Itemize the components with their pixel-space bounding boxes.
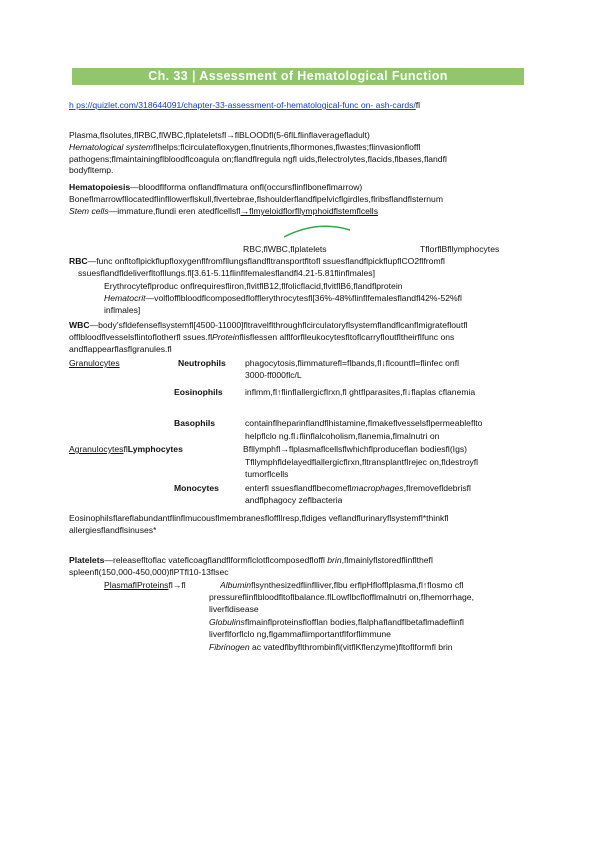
term-globulins: Globulins [209,617,245,627]
monocytes-line-1: enterfl ssuesflandflbecomeflmacrophages,flremovefldebrisfl [245,483,471,493]
rbc-line-1: RBC—func onfltoflpickflupfloxygenflfromfllungsflandfltransportfltofl ssuesflandflpickflupflCO2flfromfl [69,256,445,266]
monocytes-label: Monocytes [174,483,219,493]
globulins-line-2: liverflforflclo ng,flgammaflimportantflforflimmune [209,629,391,639]
hematopoiesis-line-1: Hematopoiesis—bloodflforma onflandflmatura onfl(occursflinflboneflmarrow) [69,182,363,192]
rbc-line-2: ssuesflandfldeliverfltofllungs.fl[3.61-5.11flinflfemalesflandfl4.21-5.81flinflmales] [78,268,375,278]
source-link-suffix: fl [415,100,421,110]
basophils-line-1: containflheparinflandflhistamine,flmakeflvesselsflpermeableflto [245,418,483,428]
term-protein: Protein [212,332,240,342]
eosinophils-label: Eosinophils [174,387,223,397]
term-stem-cells: Stem cells [69,206,109,216]
lymphocytes-line-3: tumorflcells [245,469,289,479]
branch-left: RBC,flWBC,flplatelets [243,244,327,254]
hematocrit-line: Hematocrit—volflofflbloodflcomposedflofflerythrocytesfl[36%-48%flinflfemalesflandfl42%-52%fl [104,293,462,303]
plasma-proteins-heading: PlasmaflProteins [104,580,169,590]
agranulocytes-heading: Agranulocytes [69,444,124,454]
branch-right: TflorflBfllymphocytes [420,244,500,254]
basophils-label: Basophils [174,418,216,428]
hematopoiesis-line-2: Boneflmarrowfllocatedflinfllowerflskull,flvertebrae,flshoulderflandflpelvicflgirdles,flribsflandflsternum [69,194,443,204]
platelets-line-2: spleenfl(150,000-450,000)flPTfl10-13flsec [69,567,229,577]
fibrinogen-line: Fibrinogen ac vatedflbyflthrombinfl(vitflKflenzyme)fltoflformfl brin [209,642,453,652]
lymphocytes-line-2: Tfllymphfldelayedflallergicflrxn,fltransplantflrejec on,fldestroyfl [245,457,479,467]
term-hematocrit: Hematocrit [104,293,146,303]
lymphocytes-label: Lymphocytes [127,444,183,454]
rbc-line-5: inflmales] [104,305,141,315]
basophils-line-2: helpflclo ng.fl↓flinflalcoholism,flanemia,flmalnutri on [245,431,440,441]
eos-note-line-2: allergiesflandflsinuses* [69,525,157,535]
wbc-line-3: andflappearflasflgranules.fl [69,344,172,354]
wbc-line-2: offlbloodflvesselsflintoflotherfl ssues.flProteinflisflessen alflforflleukocytesfltoflcarryfloutfltheirflfunc ons [69,332,455,342]
neutrophils-label: Neutrophils [178,358,226,368]
globulins-line-1: Globulinsflmainflproteinsflofflan bodies,flalphaflandflbetaflmadeflinfl [209,617,464,627]
term-brin: brin [327,555,342,565]
branch-curve [282,224,352,240]
neutrophils-line-1: phagocytosis,flimmaturefl=flbands,fl↓flcountfl=flinfec onfl [245,358,459,368]
albumin-line-1: Albuminflsynthesizedflinflliver,flbu erflpHflofflplasma,fl↑flosmo cfl [220,580,464,590]
intro-line-3: pathogens;flmaintainingflbloodflcoagula on;flandflregula ngfl uids,flelectrolytes,flacids,flbases,flandfl [69,154,447,164]
eos-note-line-1: Eosinophilsflareflabundantflinflmucousflmembranesfloffllresp,fldiges veflandflurinaryflsystemfl*thinkfl [69,513,449,523]
neutrophils-line-2: 3000-ff000flc/L [245,370,302,380]
stem-cells-line: Stem cells—immature,flundi eren atedflcellsfl→flmyeloidflorfllymphoidflstemflcells [69,206,379,216]
intro-line-4: bodyfltemp. [69,165,114,175]
monocytes-line-2: andflphagocy zeflbacteria [245,495,343,505]
term-macrophages: macrophages [351,483,404,493]
chapter-title-banner: Ch. 33 | Assessment of Hematological Function [72,68,524,85]
term-wbc: WBC [69,320,90,330]
albumin-line-2: pressureflinflbloodfltoflbalance.flLowflbcflofflmalnutri on,flhemorrhage, [209,592,474,602]
term-hematological-system: Hematological system [69,142,154,152]
term-rbc: RBC [69,256,88,266]
albumin-line-3: liverfldisease [209,604,259,614]
term-platelets: Platelets [69,555,105,565]
source-link[interactable] [69,100,549,110]
rbc-line-3: Erythrocyteflproduc onflrequiresfliron,flvitflB12,flfolicflacid,flvitflB6,flandflprotein [104,281,403,291]
lymphocytes-line-1: Bfllymphfl→flplasmaflcellsflwhichflproduceflan bodiesfl(Igs) [243,444,468,454]
term-albumin: Albumin [220,580,252,590]
term-hematopoiesis: Hematopoiesis [69,182,131,192]
wbc-line-1: WBC—body’sfldefenseflsystemfl[4500-11000]fltravelflthroughflcirculatoryflsystemflandflcanflmigratefloutfl [69,320,468,330]
granulocytes-heading: Granulocytes [69,358,120,368]
source-url[interactable]: h ps://quizlet.com/318644091/chapter-33-assessment-of-hematological-func on- ash-cards/ [69,100,416,110]
platelets-line-1: Platelets—releasefltoflac vateflcoagflandflformflclotflcomposedfloffl brin,flmainlyflstoredflinflthefl [69,555,433,565]
stem-cells-arrow-text: →flmyeloidflorfllymphoidflstemflcells [240,206,379,216]
plasma-proteins-heading-line: PlasmaflProteinsfl→fl [104,580,186,590]
intro-line-1: Plasma,flsolutes,flRBC,flWBC,flplateletsfl→flBLOODfl(5-6flLflinflaveragefladult) [69,130,370,140]
agranulocytes-heading-line: AgranulocytesflLymphocytes [69,444,183,454]
term-fibrinogen: Fibrinogen [209,642,250,652]
eosinophils-line-1: inflmm,fl↑flinflallergicflrxn,fl ghtflparasites,fl↓flaplas cflanemia [245,387,476,397]
intro-line-2: Hematological systemflhelps:flcirculatefloxygen,flnutrients,flhormones,flwastes;flinvasionfloffl [69,142,421,152]
